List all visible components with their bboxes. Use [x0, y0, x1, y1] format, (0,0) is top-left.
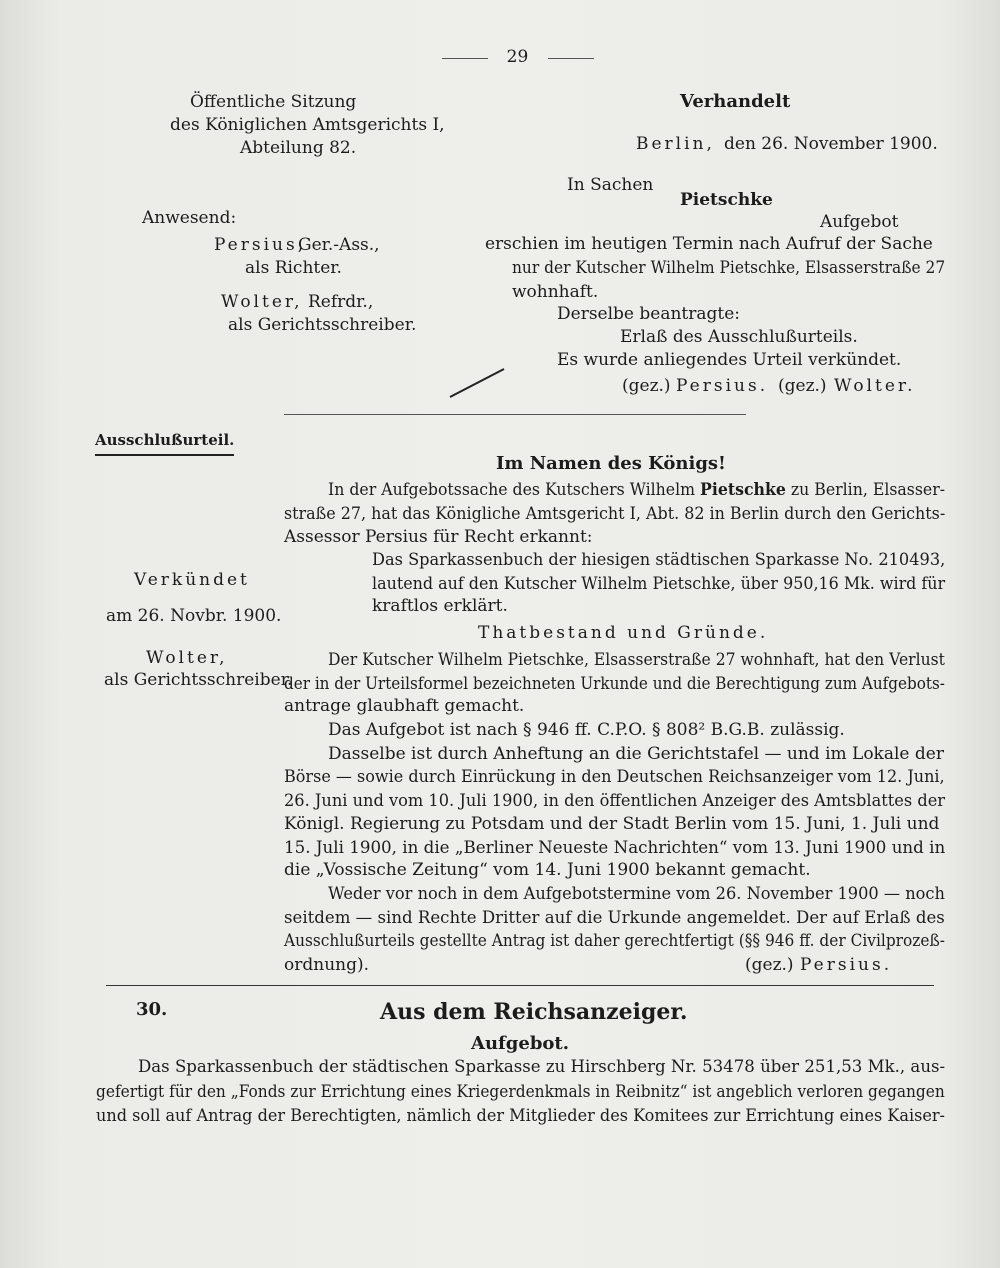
clerk-role: als Gerichtsschreiber. — [228, 315, 417, 335]
protocol-line-1: erschien im heutigen Termin nach Aufruf der Sache — [485, 234, 933, 254]
protocol-line-5: Erlaß des Ausschlußurteils. — [620, 327, 858, 347]
intro-text-2: zu Berlin, Elsasser- — [790, 480, 946, 500]
paragraph-3-line-5: 15. Juli 1900, in die „Berliner Neueste Nachrichten“ vom 13. Juni 1900 und in — [284, 838, 946, 858]
paragraph-3-line-1: Dasselbe ist durch Anheftung an die Gerichtstafel — und im Lokale der — [328, 744, 944, 764]
aufgebot-label: Aufgebot — [820, 212, 899, 232]
section-separator — [284, 414, 746, 415]
page-number-rule-left — [442, 58, 488, 59]
protocol-title: Verhandelt — [680, 91, 791, 112]
judge-name: Persius, — [214, 235, 307, 255]
paragraph-1-line-1: Der Kutscher Wilhelm Pietschke, Elsasserstraße 27 wohnhaft, hat den Verlust — [328, 650, 945, 670]
tenor-line-3: kraftlos erklärt. — [372, 596, 508, 616]
section-30-separator — [106, 985, 934, 986]
intro-line-2: straße 27, hat das Königliche Amtsgericht I, Abt. 82 in Berlin durch den Gerichts- — [284, 504, 946, 524]
paragraph-3-line-6: die „Vossische Zeitung“ vom 14. Juni 1900 bekannt gemacht. — [284, 860, 811, 880]
intro-text-1: In der Aufgebotssache des Kutschers Wilhelm — [328, 480, 696, 500]
paragraph-3-line-4: Königl. Regierung zu Potsdam und der Stadt Berlin vom 15. Juni, 1. Juli und — [284, 814, 940, 834]
protocol-sig-gez-1: (gez.) — [622, 376, 671, 396]
session-line-3: Abteilung 82. — [240, 138, 357, 158]
paragraph-4-line-1: Weder vor noch in dem Aufgebotstermine vom 26. November 1900 — noch — [328, 884, 945, 904]
verkuendet-date: am 26. Novbr. 1900. — [106, 606, 282, 626]
section-line-2: gefertigt für den „Fonds zur Errichtung eines Kriegerdenkmals in Reibnitz“ ist angeblich verloren gegangen — [96, 1082, 945, 1102]
protocol-line-3: wohnhaft. — [512, 282, 599, 302]
judgment-sig-gez: (gez.) — [745, 955, 794, 975]
intro-name: Pietschke — [700, 480, 786, 500]
protocol-sig-gez-2: (gez.) — [778, 376, 827, 396]
intro-line-3: Assessor Persius für Recht erkannt: — [284, 527, 593, 547]
session-line-1: Öffentliche Sitzung — [190, 92, 357, 112]
page-number: 29 — [506, 47, 529, 67]
protocol-line-6: Es wurde anliegendes Urteil verkündet. — [557, 350, 902, 370]
paragraph-2: Das Aufgebot ist nach § 946 ff. C.P.O. § 808² B.G.B. zulässig. — [328, 720, 845, 740]
judgment-sig-name: Persius. — [800, 955, 893, 975]
protocol-place: Berlin, — [636, 134, 715, 154]
paragraph-1-line-2: der in der Urteilsformel bezeichneten Urkunde und die Berechtigung zum Aufgebots- — [284, 674, 945, 694]
clerk-title: Refrdr., — [308, 292, 374, 312]
tatbestand-heading: Thatbestand und Gründe. — [478, 623, 769, 643]
section-title: Aus dem Reichsanzeiger. — [380, 999, 688, 1025]
protocol-sig-name-2: Wolter. — [834, 376, 916, 396]
paragraph-1-line-3: antrage glaubhaft gemacht. — [284, 696, 525, 716]
paragraph-4-line-3: Ausschlußurteils gestellte Antrag ist daher gerechtfertigt (§§ 946 ff. der Civilprozeß- — [284, 931, 945, 951]
attendance-label: Anwesend: — [142, 208, 237, 228]
judge-title: Ger.-Ass., — [298, 235, 380, 255]
intro-line-1 — [328, 478, 945, 502]
session-line-2: des Königlichen Amtsgerichts I, — [170, 115, 445, 135]
verkuendet-role: als Gerichtsschreiber. — [104, 670, 293, 690]
protocol-date: den 26. November 1900. — [724, 134, 938, 154]
case-name: Pietschke — [680, 190, 773, 210]
verkuendet-label: Verkündet — [134, 570, 250, 590]
paragraph-4-line-4: ordnung). — [284, 955, 370, 975]
paragraph-3-line-3: 26. Juni und vom 10. Juli 1900, in den öffentlichen Anzeiger des Amtsblattes der — [284, 791, 946, 811]
section-number: 30. — [136, 999, 168, 1020]
paragraph-4-line-2: seitdem — sind Rechte Dritter auf die Urkunde angemeldet. Der auf Erlaß des — [284, 908, 945, 928]
clerk-name: Wolter, — [221, 292, 303, 312]
section-subtitle: Aufgebot. — [471, 1033, 570, 1054]
in-sachen: In Sachen — [567, 175, 654, 195]
section-line-3: und soll auf Antrag der Berechtigten, nämlich der Mitglieder des Komitees zur Errichtung eines Kaiser- — [96, 1106, 945, 1126]
paragraph-3-line-2: Börse — sowie durch Einrückung in den Deutschen Reichsanzeiger vom 12. Juni, — [284, 767, 945, 787]
protocol-line-2: nur der Kutscher Wilhelm Pietschke, Elsasserstraße 27 — [512, 258, 946, 278]
page-number-rule-right — [548, 58, 594, 59]
judgment-heading: Im Namen des Königs! — [496, 453, 726, 474]
protocol-line-4: Derselbe beantragte: — [557, 304, 741, 324]
verkuendet-name: Wolter, — [146, 648, 228, 668]
judge-role: als Richter. — [245, 258, 342, 278]
judgment-label: Ausschlußurteil. — [95, 428, 234, 456]
tenor-line-2: lautend auf den Kutscher Wilhelm Pietschke, über 950,16 Mk. wird für — [372, 574, 946, 594]
section-line-1: Das Sparkassenbuch der städtischen Sparkasse zu Hirschberg Nr. 53478 über 251,53 Mk., aus- — [138, 1057, 946, 1077]
protocol-sig-name-1: Persius. — [676, 376, 769, 396]
tenor-line-1: Das Sparkassenbuch der hiesigen städtischen Sparkasse No. 210493, — [372, 550, 946, 570]
diagonal-stroke — [448, 366, 508, 400]
